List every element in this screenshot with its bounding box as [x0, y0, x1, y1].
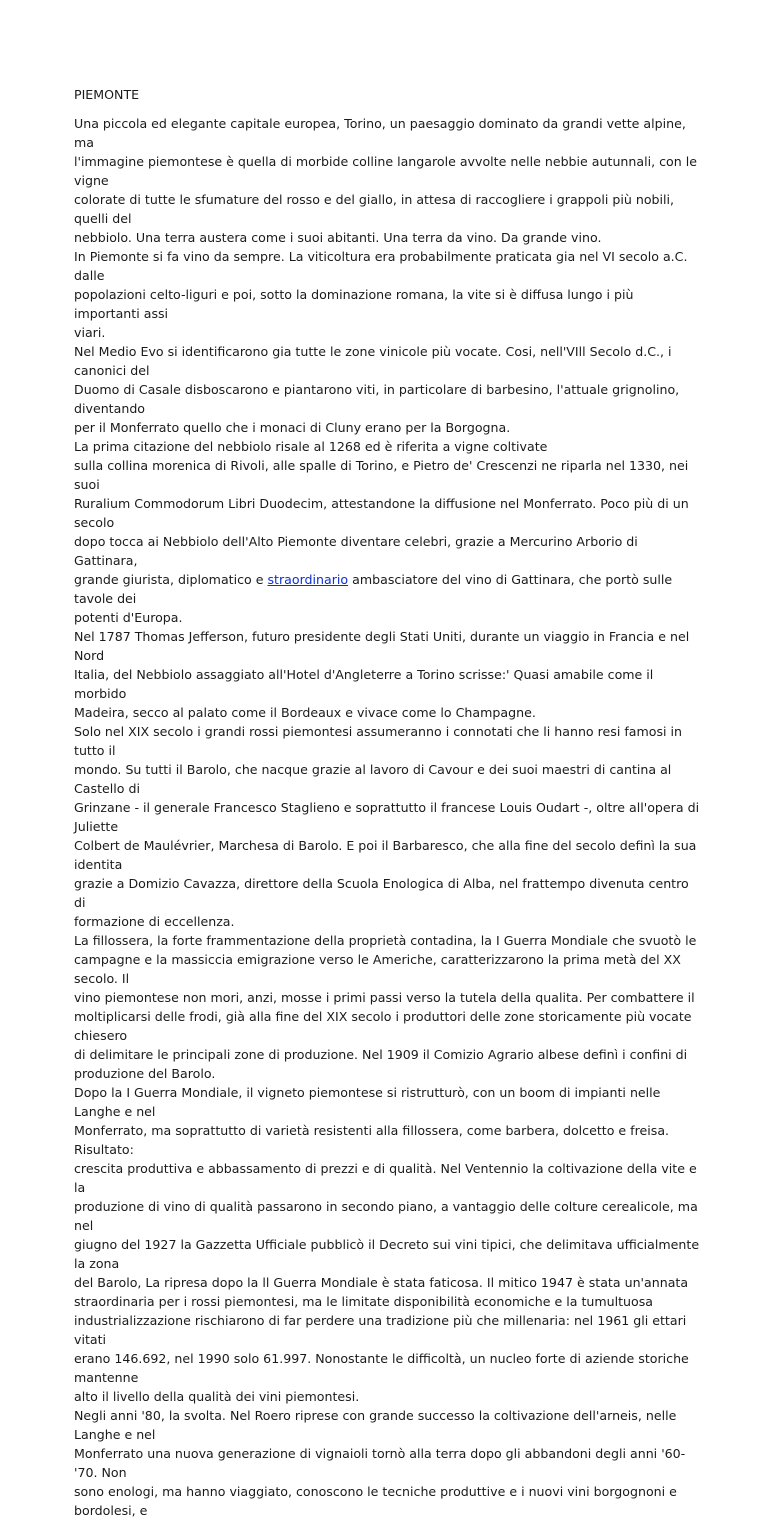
text-segment: grande giurista, diplomatico e	[74, 572, 268, 587]
text-line: dopo tocca ai Nebbiolo dell'Alto Piemonte diventare celebri, grazie a Mercurino Arborio di Gattinara,	[74, 534, 638, 568]
paragraph	[74, 437, 700, 456]
text-line: per il Monferrato quello che i monaci di Cluny erano per la Borgogna.	[74, 420, 511, 435]
text-line: viari.	[74, 325, 106, 340]
text-line: Ruralium Commodorum Libri Duodecim, attestandone la diffusione nel Monferrato. Poco più di un secolo	[74, 496, 689, 530]
text-line: l'immagine piemontese è quella di morbide colline langarole avvolte nelle nebbie autunnali, con le vigne	[74, 154, 697, 188]
text-line: Madeira, secco al palato come il Bordeaux e vivace come lo Champagne.	[74, 705, 536, 720]
text-line: grazie a Domizio Cavazza, direttore della Scuola Enologica di Alba, nel frattempo divenuta centro di	[74, 876, 689, 910]
text-line: popolazioni celto-liguri e poi, sotto la dominazione romana, la vite si è diffusa lungo i più importanti assi	[74, 287, 634, 321]
text-line: Italia, del Nebbiolo assaggiato all'Hotel d'Angleterre a Torino scrisse:' Quasi amabile come il morbido	[74, 667, 654, 701]
paragraph	[74, 456, 700, 627]
paragraph	[74, 931, 700, 1083]
paragraph	[74, 114, 700, 247]
text-line: La prima citazione del nebbiolo risale al 1268 ed è riferita a vigne coltivate	[74, 439, 548, 454]
text-line: Monferrato, ma soprattutto di varietà resistenti alla fillossera, come barbera, dolcetto e freisa. Risultato:	[74, 1123, 670, 1157]
text-line: di delimitare le principali zone di produzione. Nel 1909 il Comizio Agrario albese definì i confini di	[74, 1047, 688, 1062]
text-line: mondo. Su tutti il Barolo, che nacque grazie al lavoro di Cavour e dei suoi maestri di cantina al Castello di	[74, 762, 672, 796]
text-line: formazione di eccellenza.	[74, 914, 235, 929]
text-line: straordinaria per i rossi piemontesi, ma le limitate disponibilità economiche e la tumultuosa	[74, 1294, 654, 1309]
text-line: sulla collina morenica di Rivoli, alle spalle di Torino, e Pietro de' Crescenzi ne riparla nel 1330, nei suoi	[74, 458, 689, 492]
text-line: crescita produttiva e abbassamento di prezzi e di qualità. Nel Ventennio la coltivazione della vite e la	[74, 1161, 697, 1195]
text-segment: ambasciatore del vino di Gattinara, che portò sulle tavole dei	[74, 572, 673, 606]
paragraph-list	[74, 114, 700, 1520]
text-line: Colbert de Maulévrier, Marchesa di Barolo. E poi il Barbaresco, che alla fine del secolo definì la sua identita	[74, 838, 697, 872]
paragraph	[74, 722, 700, 931]
text-line: vino piemontese non mori, anzi, mosse i primi passi verso la tutela della qualita. Per combattere il	[74, 990, 695, 1005]
text-line: produzione di vino di qualità passarono in secondo piano, a vantaggio delle colture cerealicole, ma nel	[74, 1199, 698, 1233]
text-line: Solo nel XIX secolo i grandi rossi piemontesi assumeranno i connotati che li hanno resi famosi in tutto il	[74, 724, 683, 758]
text-line: colorate di tutte le sfumature del rosso e del giallo, in attesa di raccogliere i grappoli più nobili, quelli del	[74, 192, 675, 226]
text-line: In Piemonte si fa vino da sempre. La viticoltura era probabilmente praticata gia nel VI secolo a.C. dalle	[74, 249, 688, 283]
text-line: giugno del 1927 la Gazzetta Ufficiale pubblicò il Decreto sui vini tipici, che delimitava ufficialmente la zona	[74, 1237, 700, 1271]
text-line: alto il livello della qualità dei vini piemontesi.	[74, 1389, 360, 1404]
text-line: Una piccola ed elegante capitale europea, Torino, un paesaggio dominato da grandi vette alpine, ma	[74, 116, 686, 150]
text-line: Nel 1787 Thomas Jefferson, futuro presidente degli Stati Uniti, durante un viaggio in Francia e nel Nord	[74, 629, 690, 663]
text-line: Dopo la I Guerra Mondiale, il vigneto piemontese si ristrutturò, con un boom di impianti nelle Langhe e nel	[74, 1085, 661, 1119]
paragraph	[74, 627, 700, 722]
document-title: PIEMONTE	[74, 87, 140, 102]
text-line: campagne e la massiccia emigrazione verso le Americhe, caratterizzarono la prima metà del XX secolo. Il	[74, 952, 681, 986]
text-line: moltiplicarsi delle frodi, già alla fine del XIX secolo i produttori delle zone storicamente più vocate chiesero	[74, 1009, 692, 1043]
text-line: La fillossera, la forte frammentazione della proprietà contadina, la I Guerra Mondiale che svuotò le	[74, 933, 697, 948]
text-line: produzione del Barolo.	[74, 1066, 216, 1081]
paragraph	[74, 247, 700, 342]
document-body	[74, 85, 700, 1520]
text-line: industrializzazione rischiarono di far perdere una tradizione più che millenaria: nel 1961 gli ettari vitati	[74, 1313, 687, 1347]
text-line: Grinzane - il generale Francesco Staglieno e soprattutto il francese Louis Oudart -, oltre all'opera di Juliette	[74, 800, 700, 834]
text-line: nebbiolo. Una terra austera come i suoi abitanti. Una terra da vino. Da grande vino.	[74, 230, 602, 245]
paragraph	[74, 1083, 700, 1406]
text-line: del Barolo, La ripresa dopo la ll Guerra Mondiale è stata faticosa. Il mitico 1947 è stata un'annata	[74, 1275, 689, 1290]
text-line: potenti d'Europa.	[74, 610, 183, 625]
text-line: Negli anni '80, la svolta. Nel Roero riprese con grande successo la coltivazione dell'arneis, nelle Langhe e nel	[74, 1408, 677, 1442]
paragraph	[74, 1406, 700, 1520]
paragraph	[74, 342, 700, 437]
text-line: erano 146.692, nel 1990 solo 61.997. Nonostante le difficoltà, un nucleo forte di aziende storiche mantenne	[74, 1351, 689, 1385]
text-line: sono enologi, ma hanno viaggiato, conoscono le tecniche produttive e i nuovi vini borgognoni e bordolesi, e	[74, 1484, 677, 1518]
straordinario-link[interactable]: straordinario	[267, 572, 349, 587]
text-line: Nel Medio Evo si identificarono gia tutte le zone vinicole più vocate. Cosi, nell'VIll Secolo d.C., i canonici del	[74, 344, 672, 378]
text-line: Duomo di Casale disboscarono e piantarono viti, in particolare di barbesino, l'attuale grignolino, diventando	[74, 382, 680, 416]
text-line: Monferrato una nuova generazione di vignaioli tornò alla terra dopo gli abbandoni degli anni '60-'70. Non	[74, 1446, 686, 1480]
text-line-with-link	[74, 570, 700, 608]
